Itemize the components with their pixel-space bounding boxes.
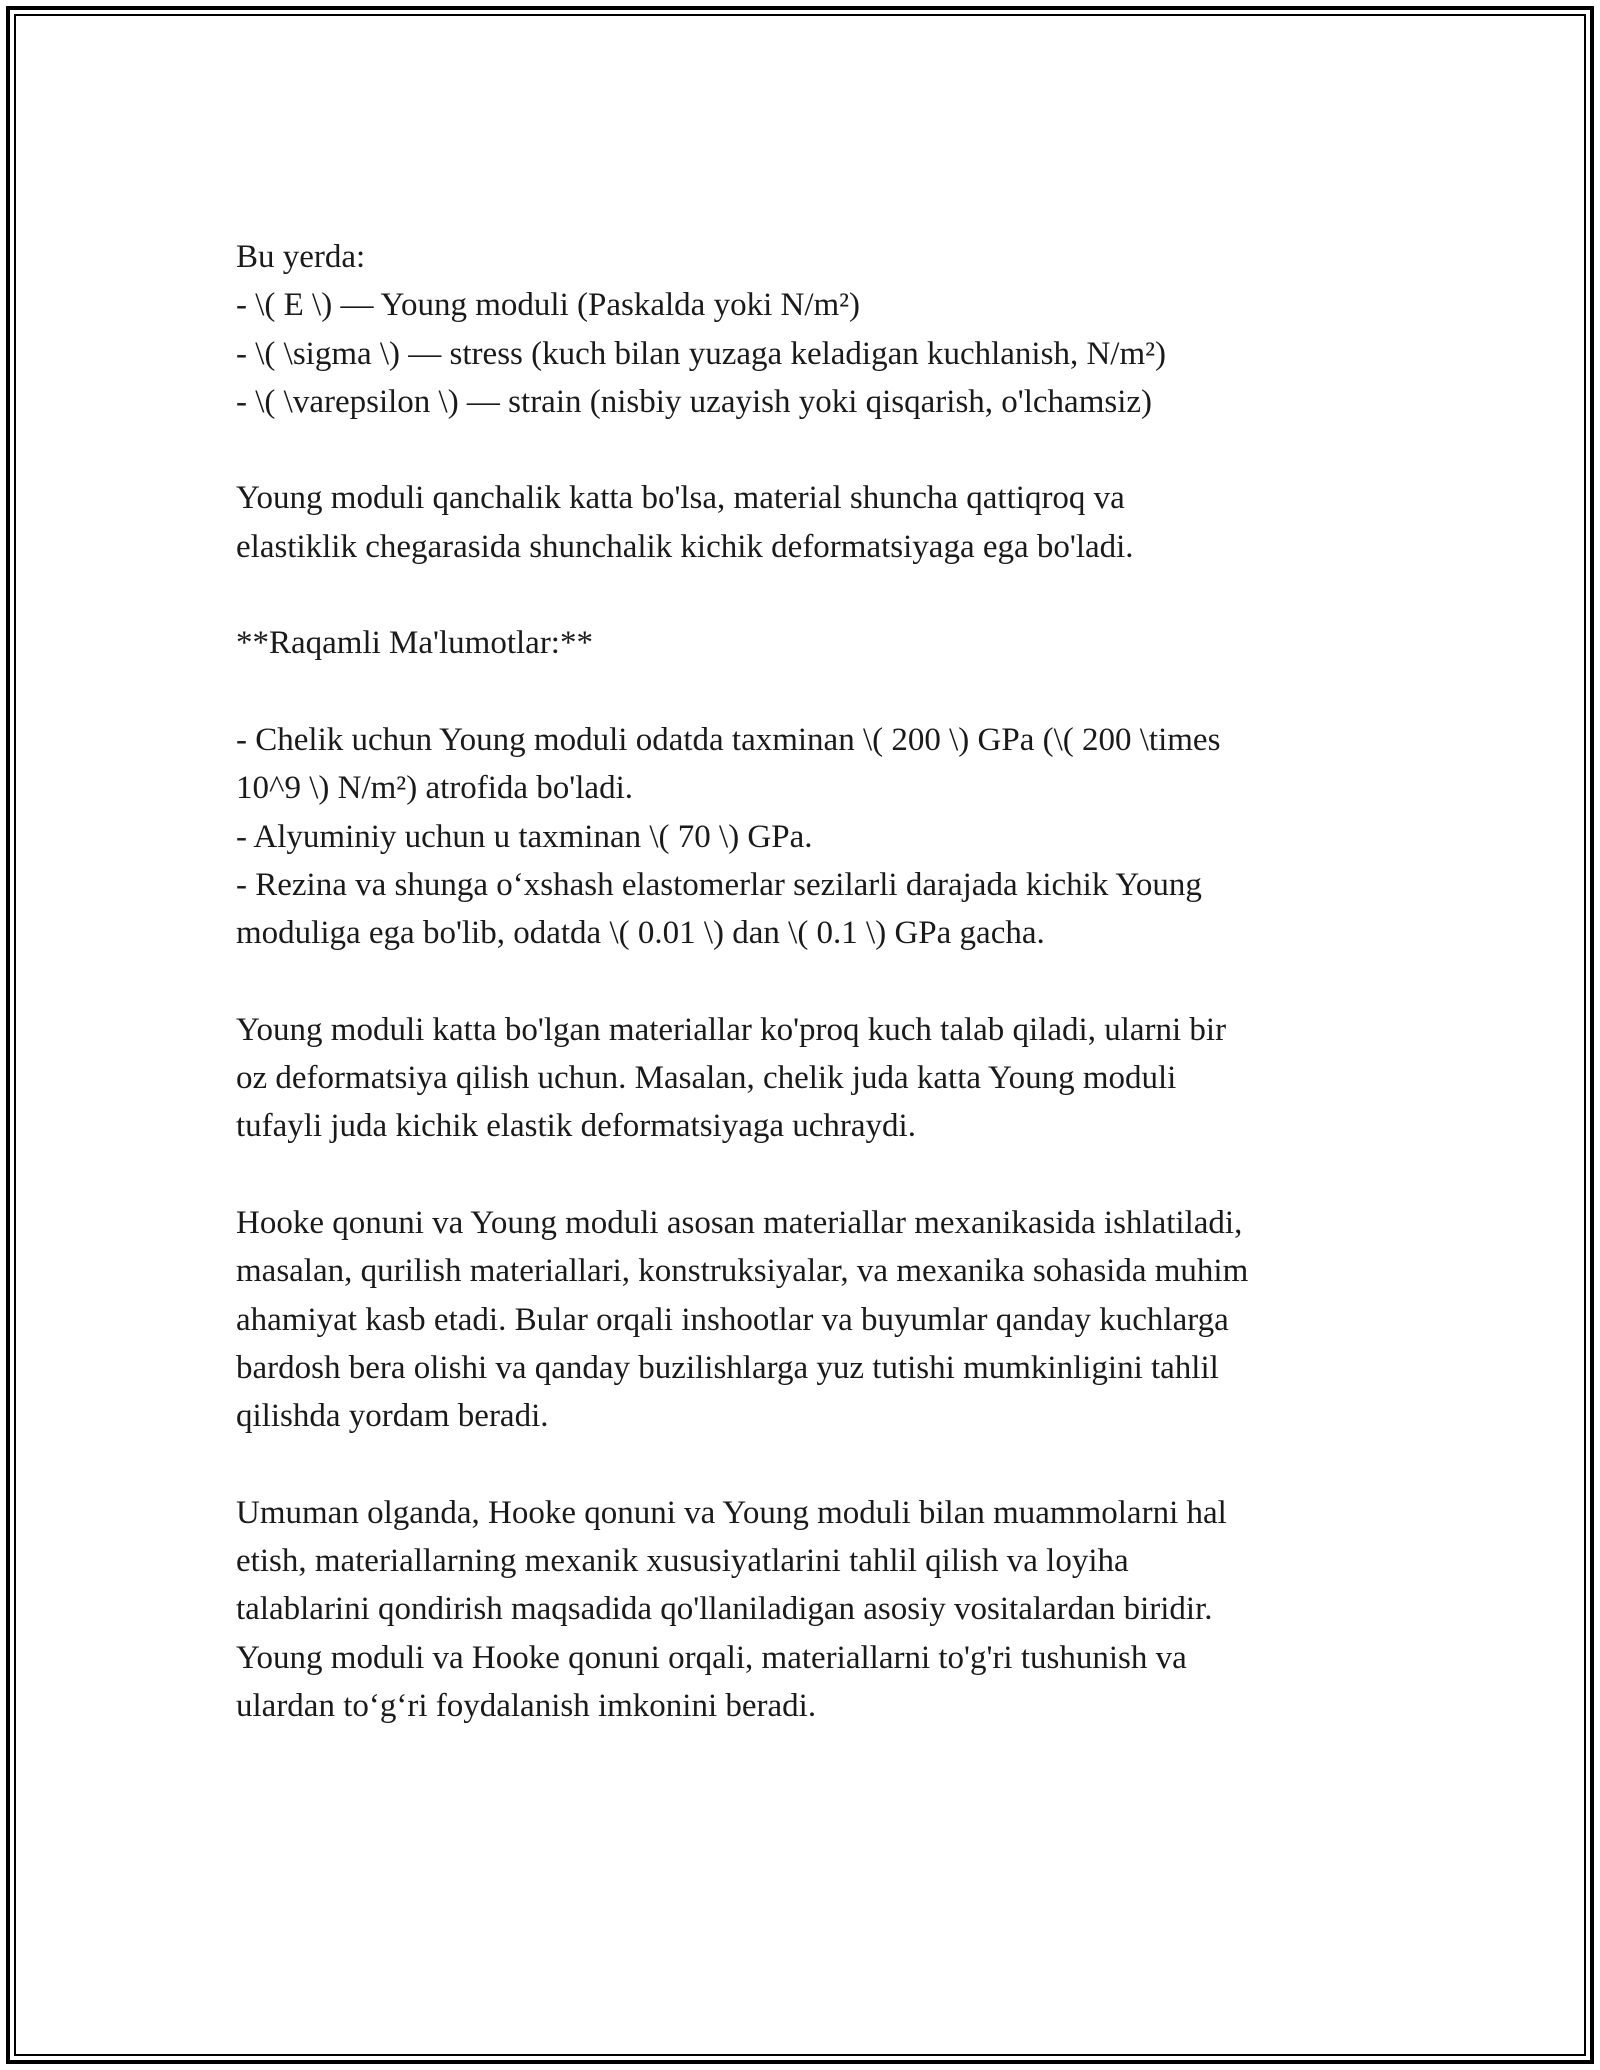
text-line: Hooke qonuni va Young moduli asosan materiallar mexanikasida ishlatiladi, — [236, 1204, 1243, 1241]
text-line: oz deformatsiya qilish uchun. Masalan, chelik juda katta Young moduli — [236, 1060, 1177, 1097]
paragraph — [236, 1489, 1416, 1730]
list-item: - \( \varepsilon \) — strain (nisbiy uzayish yoki qisqarish, o'lchamsiz) — [236, 383, 1153, 420]
text-line: Young moduli va Hooke qonuni orqali, materiallarni to'g'ri tushunish va — [236, 1639, 1187, 1676]
text-line: moduliga ega bo'lib, odatda \( 0.01 \) dan \( 0.1 \) GPa gacha. — [236, 915, 1045, 952]
paragraph-spacer — [236, 668, 1416, 716]
text-line: ulardan to‘g‘ri foydalanish imkonini beradi. — [236, 1687, 817, 1724]
text-line: masalan, qurilish materiallari, konstruksiyalar, va mexanika sohasida muhim — [236, 1253, 1249, 1290]
text-line: talablarini qondirish maqsadida qo'llaniladigan asosiy vositalardan biridir. — [236, 1591, 1213, 1628]
text-line: tufayli juda kichik elastik deformatsiyaga uchraydi. — [236, 1108, 916, 1145]
text-line: elastiklik chegarasida shunchalik kichik deformatsiyaga ega bo'ladi. — [236, 528, 1134, 565]
paragraph — [236, 1199, 1416, 1440]
paragraph-spacer — [236, 571, 1416, 619]
paragraph-numeric-data — [236, 716, 1416, 957]
paragraph-spacer — [236, 426, 1416, 474]
list-item: - \( \sigma \) — stress (kuch bilan yuzaga keladigan kuchlanish, N/m²) — [236, 335, 1166, 372]
list-item: - Alyuminiy uchun u taxminan \( 70 \) GPa. — [236, 818, 813, 855]
list-item: - Rezina va shunga o‘xshash elastomerlar sezilarli darajada kichik Young — [236, 866, 1202, 903]
paragraph-spacer — [236, 1440, 1416, 1488]
paragraph-definitions — [236, 233, 1416, 426]
text-line: etish, materiallarning mexanik xususiyatlarini tahlil qilish va loyiha — [236, 1543, 1129, 1580]
text-line: Bu yerda: — [236, 239, 366, 275]
paragraph-spacer — [236, 957, 1416, 1005]
text-line: 10^9 \) N/m²) atrofida bo'ladi. — [236, 770, 633, 807]
section-heading — [236, 619, 1416, 667]
text-line: **Raqamli Ma'lumotlar:** — [236, 625, 593, 662]
text-line: Umuman olganda, Hooke qonuni va Young moduli bilan muammolarni hal — [236, 1494, 1227, 1531]
paragraph-spacer — [236, 1151, 1416, 1199]
paragraph — [236, 1006, 1416, 1151]
paragraph — [236, 474, 1416, 571]
text-line: Young moduli katta bo'lgan materiallar ko'proq kuch talab qiladi, ularni bir — [236, 1011, 1227, 1048]
text-line: ahamiyat kasb etadi. Bular orqali inshootlar va buyumlar qanday kuchlarga — [236, 1301, 1229, 1338]
document-body — [236, 233, 1416, 1730]
text-line: qilishda yordam beradi. — [236, 1398, 549, 1435]
list-item: - \( E \) — Young moduli (Paskalda yoki N/m²) — [236, 287, 861, 324]
text-line: Young moduli qanchalik katta bo'lsa, material shuncha qattiqroq va — [236, 480, 1125, 517]
list-item: - Chelik uchun Young moduli odatda taxminan \( 200 \) GPa (\( 200 \times — [236, 721, 1221, 758]
text-line: bardosh bera olishi va qanday buzilishlarga yuz tutishi mumkinligini tahlil — [236, 1349, 1219, 1386]
